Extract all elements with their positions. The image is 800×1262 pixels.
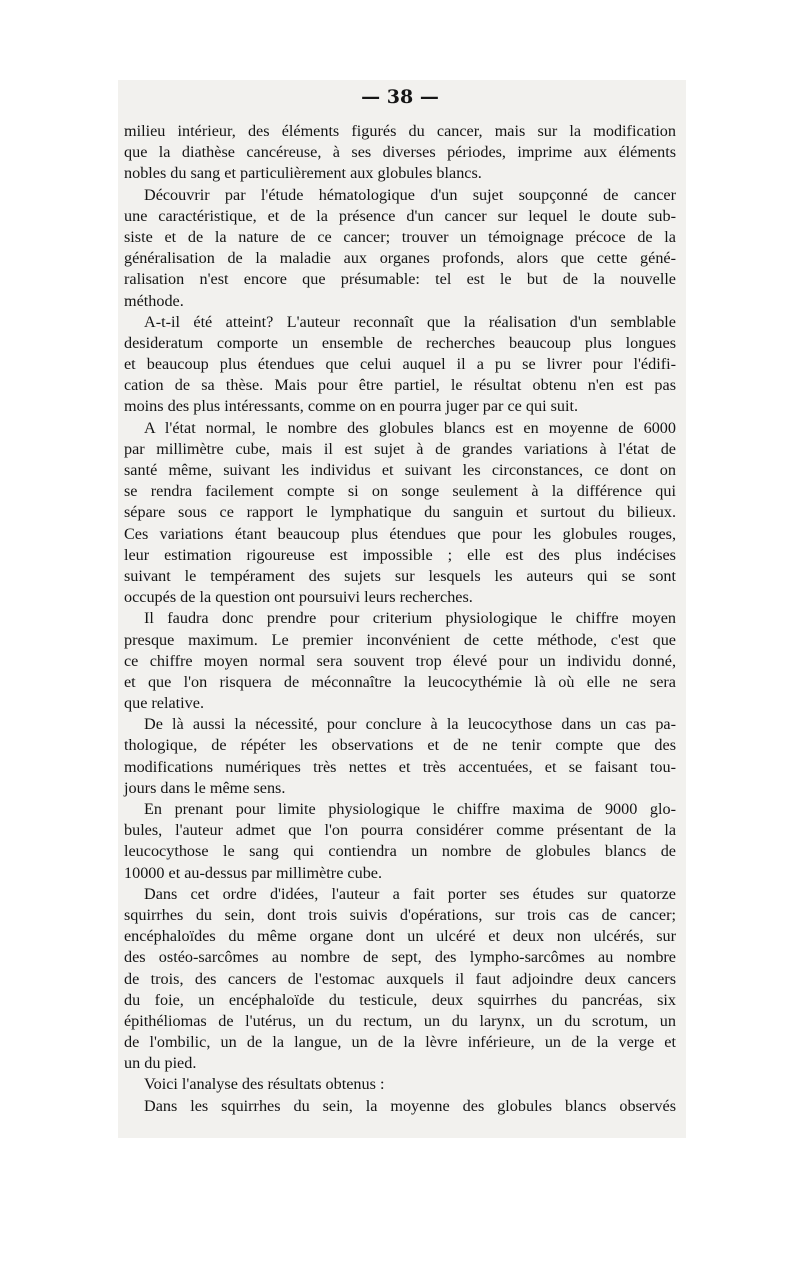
text-line: Ces variations étant beaucoup plus étendues que pour les globules rouges, — [124, 524, 676, 543]
text-line: Dans cet ordre d'idées, l'auteur a fait porter ses études sur quatorze — [144, 884, 676, 903]
text-line: de l'ombilic, un de la langue, un de la lèvre inférieure, un de la verge et — [124, 1033, 676, 1052]
text-line: et beaucoup plus étendues que celui auquel il a pu se livrer pour l'édifi- — [124, 355, 676, 374]
text-line: de trois, des cancers de l'estomac auxquels il faut adjoindre deux cancers — [124, 969, 676, 988]
text-line: que relative. — [124, 694, 204, 713]
text-line: se rendra facilement compte si on songe seulement à la différence qui — [124, 482, 676, 501]
text-line: squirrhes du sein, dont trois suivis d'opérations, sur trois cas de cancer; — [124, 905, 676, 924]
text-line: bules, l'auteur admet que l'on pourra considérer comme présentant de la — [124, 821, 676, 840]
text-line: leucocythose le sang qui contiendra un nombre de globules blancs de — [124, 842, 676, 861]
text-line: des ostéo-sarcômes au nombre de sept, des lympho-sarcômes au nombre — [124, 948, 676, 967]
text-line: occupés de la question ont poursuivi leurs recherches. — [124, 588, 473, 607]
text-line: milieu intérieur, des éléments figurés du cancer, mais sur la modification — [124, 122, 676, 140]
text-line: cation de sa thèse. Mais pour être partiel, le résultat obtenu n'en est pas — [124, 376, 676, 395]
text-line: De là aussi la nécessité, pour conclure à la leucocythose dans un cas pa- — [144, 715, 676, 734]
text-line: et que l'on risquera de méconnaître la leucocythémie là où elle ne sera — [124, 672, 676, 691]
text-line: jours dans le même sens. — [124, 778, 286, 797]
text-line: Dans les squirrhes du sein, la moyenne des globules blancs observés — [144, 1096, 676, 1115]
text-line: modifications numériques très nettes et très accentuées, et se faisant tou- — [124, 757, 676, 776]
text-line: encéphaloïdes du même organe dont un ulcéré et deux non ulcérés, sur — [124, 927, 676, 946]
text-line: moins des plus intéressants, comme on en pourra juger par ce qui suit. — [124, 397, 579, 416]
text-line: Voici l'analyse des résultats obtenus : — [144, 1075, 385, 1094]
text-line: par millimètre cube, mais il est sujet à de grandes variations à l'état de — [124, 439, 676, 458]
text-line: Il faudra donc prendre pour criterium physiologique le chiffre moyen — [144, 609, 676, 628]
body-text — [124, 121, 676, 1117]
text-line: généralisation de la maladie aux organes profonds, alors que cette géné- — [124, 249, 676, 268]
text-line: leur estimation rigoureuse est impossible ; elle est des plus indécises — [124, 545, 676, 564]
text-line: A l'état normal, le nombre des globules blancs est en moyenne de 6000 — [144, 418, 676, 437]
text-line: thologique, de répéter les observations et de ne tenir compte que des — [124, 736, 676, 755]
text-line: presque maximum. Le premier inconvénient de cette méthode, c'est que — [124, 630, 676, 649]
text-line: A-t-il été atteint? L'auteur reconnaît que la réalisation d'un semblable — [144, 312, 676, 331]
text-line: sépare sous ce rapport le lymphatique du sanguin et surtout du bilieux. — [124, 503, 676, 522]
text-line: ce chiffre moyen normal sera souvent trop élevé pour un individu donné, — [124, 651, 676, 670]
text-line: du foie, un encéphaloïde du testicule, deux squirrhes du pancréas, six — [124, 990, 676, 1009]
text-line: En prenant pour limite physiologique le chiffre maxima de 9000 glo- — [144, 800, 676, 818]
text-line: épithéliomas de l'utérus, un du rectum, un du larynx, un du scrotum, un — [124, 1011, 676, 1030]
text-line: siste et de la nature de ce cancer; trouver un témoignage précoce de la — [124, 227, 676, 246]
text-line: 10000 et au-dessus par millimètre cube. — [124, 863, 383, 882]
text-line: un du pied. — [124, 1054, 197, 1073]
text-line: desideratum comporte un ensemble de recherches beaucoup plus longues — [124, 333, 676, 352]
page-number: — 38 — — [361, 86, 439, 108]
text-line: une caractéristique, et de la présence d'un cancer sur lequel le doute sub- — [124, 206, 676, 225]
text-line: nobles du sang et particulièrement aux globules blancs. — [124, 164, 482, 183]
text-line: Découvrir par l'étude hématologique d'un sujet soupçonné de cancer — [144, 185, 676, 204]
text-line: santé même, suivant les individus et suivant les circonstances, ce dont on — [124, 461, 676, 479]
text-line: suivant le tempérament des sujets sur lesquels les auteurs qui se sont — [124, 566, 676, 585]
text-line: que la diathèse cancéreuse, à ses diverses périodes, imprime aux éléments — [124, 143, 676, 162]
text-line: ralisation n'est encore que présumable: tel est le but de la nouvelle — [124, 270, 676, 289]
text-line: méthode. — [124, 291, 184, 310]
